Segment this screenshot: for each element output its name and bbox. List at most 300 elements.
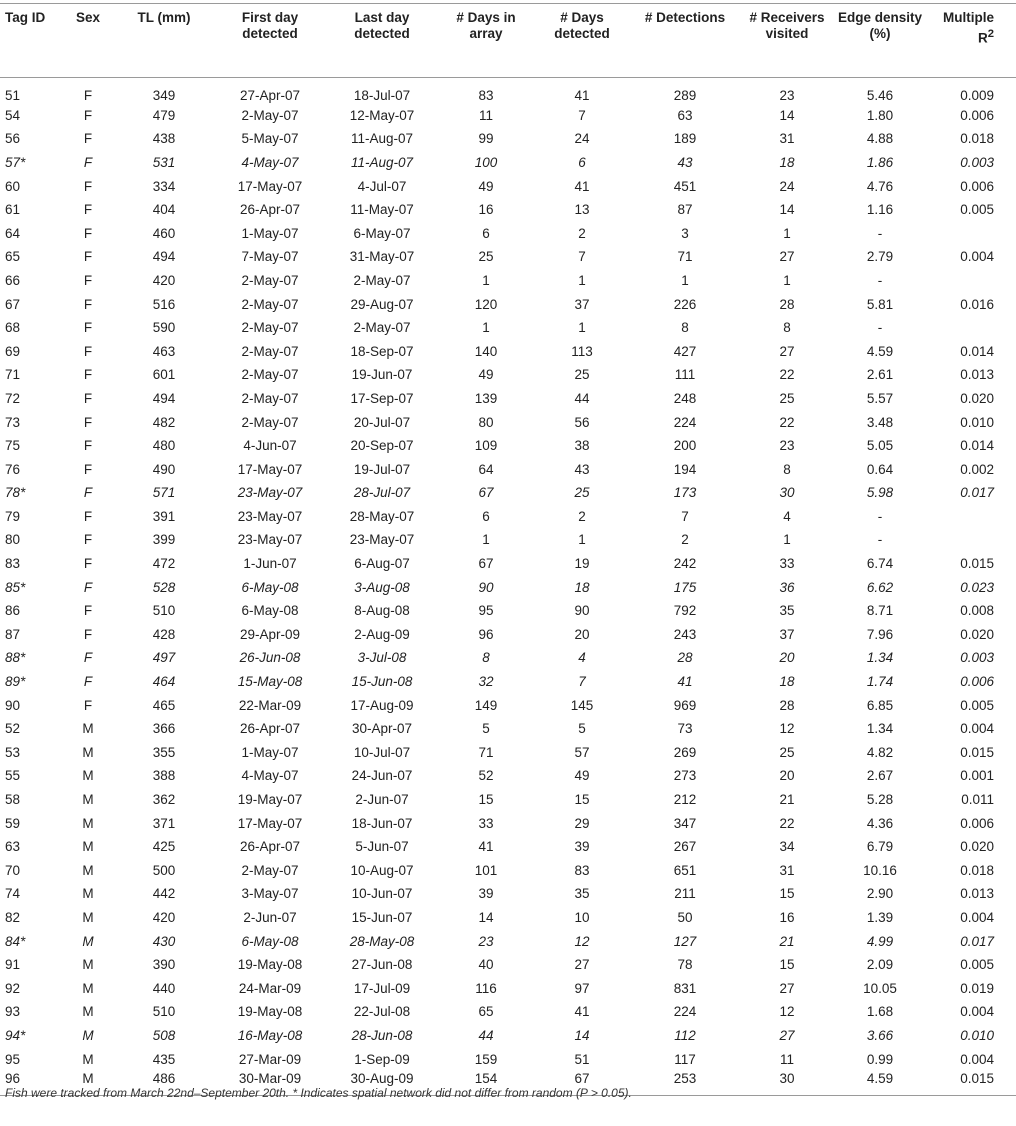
cell-sex: F (83, 202, 93, 218)
table-row (0, 576, 1016, 600)
cell-edge-density: 5.05 (866, 438, 894, 454)
cell-sex: F (83, 390, 93, 406)
cell-days-in-array: 6 (482, 225, 490, 241)
cell-days-detected: 113 (571, 343, 593, 359)
cell-receivers-visited: 1 (783, 272, 791, 288)
cell-receivers-visited: 20 (779, 768, 795, 784)
cell-sex: F (83, 626, 93, 642)
cell-detections: 127 (673, 933, 697, 949)
cell-detections: 427 (673, 343, 697, 359)
table-row (0, 269, 1016, 293)
cell-tl: 460 (152, 225, 176, 241)
cell-tl: 391 (152, 508, 176, 524)
cell-days-detected: 41 (574, 178, 590, 194)
cell-receivers-visited: 21 (779, 792, 795, 808)
cell-detections: 2 (681, 532, 689, 548)
cell-days-detected: 83 (574, 862, 590, 878)
cell-first-day: 5-May-07 (241, 131, 299, 147)
cell-detections: 28 (677, 650, 693, 666)
cell-detections: 7 (681, 508, 689, 524)
cell-first-day: 15-May-08 (237, 674, 303, 690)
cell-tl: 486 (152, 1071, 176, 1087)
cell-tl: 390 (152, 957, 176, 973)
cell-days-in-array: 90 (478, 579, 494, 595)
cell-last-day: 6-May-07 (353, 225, 411, 241)
cell-sex: F (83, 249, 93, 265)
cell-tag-id: 54 (5, 107, 21, 123)
cell-sex: M (82, 768, 94, 784)
table-row (0, 411, 1016, 435)
table-row (0, 599, 1016, 623)
cell-edge-density: 5.46 (866, 88, 894, 103)
cell-multiple-r2: 0.015 (960, 1071, 994, 1087)
cell-multiple-r2: 0.020 (960, 839, 994, 855)
cell-receivers-visited: 18 (779, 154, 795, 170)
header-days-in-array: # Days in array (438, 4, 534, 78)
cell-days-in-array: 16 (478, 202, 494, 218)
cell-receivers-visited: 12 (779, 1004, 795, 1020)
cell-detections: 43 (677, 154, 693, 170)
cell-detections: 451 (673, 178, 697, 194)
cell-edge-density: 6.85 (866, 697, 894, 713)
cell-edge-density: 4.99 (866, 933, 894, 949)
cell-detections: 651 (673, 862, 697, 878)
cell-tl: 440 (152, 980, 176, 996)
cell-first-day: 29-Apr-09 (239, 626, 301, 642)
cell-sex: F (83, 438, 93, 454)
cell-tag-id: 69 (5, 343, 21, 359)
cell-receivers-visited: 31 (779, 862, 795, 878)
cell-tl: 516 (152, 296, 176, 312)
cell-sex: F (83, 414, 93, 430)
table-row (0, 246, 1016, 270)
cell-multiple-r2: 0.006 (960, 107, 994, 123)
cell-days-detected: 25 (574, 485, 590, 501)
table-header (0, 4, 1016, 78)
cell-tl: 442 (152, 886, 176, 902)
cell-multiple-r2: 0.020 (960, 390, 994, 406)
cell-days-detected: 67 (574, 1071, 590, 1087)
cell-days-detected: 12 (574, 933, 590, 949)
cell-detections: 175 (673, 579, 697, 595)
cell-tag-id: 72 (5, 390, 21, 406)
cell-receivers-visited: 16 (779, 909, 795, 925)
cell-tag-id: 66 (5, 272, 21, 288)
cell-detections: 63 (677, 107, 693, 123)
cell-tag-id: 82 (5, 909, 21, 925)
cell-days-in-array: 49 (478, 367, 494, 383)
cell-detections: 224 (673, 414, 697, 430)
cell-first-day: 26-Jun-08 (239, 650, 301, 666)
cell-tag-id: 80 (5, 532, 21, 548)
cell-sex: F (83, 225, 93, 241)
cell-detections: 267 (673, 839, 697, 855)
cell-multiple-r2: 0.004 (960, 249, 994, 265)
cell-multiple-r2: 0.003 (960, 154, 994, 170)
cell-days-in-array: 139 (474, 390, 498, 406)
cell-days-in-array: 149 (474, 697, 498, 713)
cell-edge-density: 5.57 (866, 390, 894, 406)
cell-multiple-r2: 0.023 (960, 579, 994, 595)
cell-sex: M (82, 1051, 94, 1067)
cell-days-detected: 14 (574, 1027, 590, 1043)
cell-last-day: 28-Jun-08 (351, 1027, 413, 1043)
cell-days-in-array: 99 (478, 131, 494, 147)
cell-tag-id: 76 (5, 461, 21, 477)
cell-sex: F (83, 154, 93, 170)
cell-edge-density: - (877, 532, 883, 548)
cell-first-day: 3-May-07 (241, 886, 299, 902)
cell-detections: 8 (681, 320, 689, 336)
cell-first-day: 17-May-07 (237, 461, 303, 477)
cell-edge-density: 2.09 (866, 957, 894, 973)
cell-multiple-r2: 0.016 (960, 296, 994, 312)
cell-tl: 371 (152, 815, 176, 831)
cell-tag-id: 90 (5, 697, 21, 713)
cell-receivers-visited: 27 (779, 343, 795, 359)
cell-first-day: 2-May-07 (241, 414, 299, 430)
cell-multiple-r2: 0.005 (960, 957, 994, 973)
cell-days-in-array: 1 (482, 272, 490, 288)
cell-tag-id: 75 (5, 438, 21, 454)
cell-edge-density: 1.39 (866, 909, 894, 925)
header-sex: Sex (62, 4, 114, 78)
cell-receivers-visited: 37 (779, 626, 795, 642)
cell-sex: F (83, 320, 93, 336)
cell-multiple-r2: 0.002 (960, 461, 994, 477)
cell-last-day: 17-Jul-09 (353, 980, 411, 996)
cell-receivers-visited: 12 (779, 721, 795, 737)
cell-detections: 831 (673, 980, 697, 996)
cell-detections: 111 (674, 367, 696, 383)
table-row (0, 1001, 1016, 1025)
cell-tag-id: 64 (5, 225, 21, 241)
cell-receivers-visited: 34 (779, 839, 795, 855)
cell-first-day: 2-May-07 (241, 107, 299, 123)
cell-tl: 490 (152, 461, 176, 477)
cell-edge-density: - (877, 320, 883, 336)
cell-days-detected: 2 (578, 508, 586, 524)
cell-days-detected: 57 (574, 744, 590, 760)
cell-detections: 289 (673, 88, 697, 103)
cell-last-day: 11-Aug-07 (350, 154, 414, 170)
cell-receivers-visited: 14 (779, 107, 795, 123)
cell-first-day: 2-May-07 (241, 862, 299, 878)
cell-edge-density: 6.74 (866, 556, 894, 572)
table-row (0, 293, 1016, 317)
cell-edge-density: 1.16 (866, 202, 894, 218)
cell-days-in-array: 67 (478, 485, 494, 501)
cell-tl: 465 (152, 697, 176, 713)
cell-detections: 347 (673, 815, 697, 831)
cell-tl: 472 (152, 556, 176, 572)
cell-tag-id: 86 (5, 603, 21, 619)
cell-tl: 362 (152, 792, 176, 808)
cell-detections: 194 (673, 461, 697, 477)
cell-days-in-array: 52 (478, 768, 494, 784)
cell-last-day: 12-May-07 (349, 107, 415, 123)
cell-edge-density: 2.61 (866, 367, 894, 383)
cell-detections: 792 (673, 603, 697, 619)
header-detections: # Detections (630, 4, 740, 78)
cell-tag-id: 93 (5, 1004, 21, 1020)
cell-last-day: 3-Aug-08 (354, 579, 410, 595)
table-row (0, 694, 1016, 718)
cell-sex: M (82, 815, 94, 831)
cell-multiple-r2: 0.004 (960, 909, 994, 925)
cell-multiple-r2: 0.013 (960, 886, 994, 902)
cell-first-day: 2-May-07 (241, 390, 299, 406)
cell-tag-id: 58 (5, 792, 21, 808)
cell-edge-density: 4.36 (866, 815, 894, 831)
cell-receivers-visited: 22 (779, 367, 795, 383)
cell-edge-density: 10.16 (863, 862, 897, 878)
cell-receivers-visited: 11 (779, 1051, 794, 1067)
cell-tl: 494 (152, 249, 176, 265)
cell-detections: 41 (677, 674, 693, 690)
table-row (0, 458, 1016, 482)
cell-tag-id: 83 (5, 556, 21, 572)
cell-days-detected: 20 (574, 626, 590, 642)
table-body (0, 78, 1016, 1096)
cell-multiple-r2 (926, 529, 1016, 553)
cell-multiple-r2: 0.017 (960, 485, 994, 501)
cell-multiple-r2: 0.006 (960, 178, 994, 194)
cell-days-detected: 24 (574, 131, 590, 147)
cell-days-detected: 7 (578, 674, 586, 690)
cell-tl: 399 (152, 532, 176, 548)
table-row (0, 198, 1016, 222)
cell-detections: 200 (673, 438, 697, 454)
cell-receivers-visited: 20 (779, 650, 795, 666)
cell-last-day: 3-Jul-08 (357, 650, 407, 666)
cell-detections: 1 (681, 272, 689, 288)
cell-receivers-visited: 8 (783, 320, 791, 336)
cell-sex: F (83, 508, 93, 524)
cell-multiple-r2: 0.004 (960, 1004, 994, 1020)
cell-tl: 571 (152, 485, 176, 501)
cell-last-day: 10-Aug-07 (350, 862, 414, 878)
cell-tag-id: 79 (5, 508, 21, 524)
cell-sex: M (82, 980, 94, 996)
cell-sex: F (83, 461, 93, 477)
cell-sex: M (82, 1027, 94, 1043)
cell-multiple-r2: 0.008 (960, 603, 994, 619)
cell-receivers-visited: 27 (779, 980, 795, 996)
cell-sex: M (82, 721, 94, 737)
cell-tag-id: 52 (5, 721, 21, 737)
cell-sex: F (83, 131, 93, 147)
cell-days-in-array: 6 (482, 508, 490, 524)
cell-sex: M (82, 886, 94, 902)
cell-days-in-array: 1 (482, 532, 490, 548)
cell-edge-density: 1.34 (866, 650, 894, 666)
cell-multiple-r2: 0.010 (960, 1027, 994, 1043)
cell-days-in-array: 41 (478, 839, 494, 855)
cell-sex: F (83, 650, 93, 666)
cell-tl: 479 (152, 107, 176, 123)
cell-multiple-r2: 0.009 (960, 88, 994, 103)
table-row (0, 953, 1016, 977)
cell-days-in-array: 5 (482, 721, 490, 737)
cell-last-day: 17-Aug-09 (350, 697, 414, 713)
cell-detections: 969 (673, 697, 697, 713)
cell-days-detected: 15 (574, 792, 590, 808)
cell-days-in-array: 96 (478, 626, 494, 642)
cell-edge-density: - (877, 225, 883, 241)
cell-last-day: 28-May-07 (349, 508, 415, 524)
cell-tag-id: 78* (5, 485, 26, 501)
cell-last-day: 15-Jun-08 (351, 674, 413, 690)
cell-first-day: 4-May-07 (241, 154, 299, 170)
cell-multiple-r2: 0.010 (960, 414, 994, 430)
cell-receivers-visited: 23 (779, 88, 795, 103)
cell-first-day: 2-May-07 (241, 320, 299, 336)
cell-edge-density: 0.99 (866, 1051, 894, 1067)
cell-tag-id: 56 (5, 131, 21, 147)
cell-sex: F (83, 343, 93, 359)
table-row (0, 883, 1016, 907)
cell-days-in-array: 140 (474, 343, 498, 359)
cell-days-in-array: 71 (478, 744, 494, 760)
cell-tag-id: 68 (5, 320, 21, 336)
cell-tag-id: 63 (5, 839, 21, 855)
table-row (0, 765, 1016, 789)
table-row (0, 977, 1016, 1001)
cell-last-day: 23-May-07 (349, 532, 415, 548)
cell-first-day: 7-May-07 (241, 249, 299, 265)
cell-days-detected: 145 (570, 697, 594, 713)
cell-receivers-visited: 28 (779, 697, 795, 713)
cell-days-detected: 51 (574, 1051, 590, 1067)
header-tag-id: Tag ID (0, 4, 62, 78)
cell-receivers-visited: 21 (779, 933, 795, 949)
cell-tl: 510 (152, 1004, 176, 1020)
table-row (0, 387, 1016, 411)
cell-receivers-visited: 15 (779, 957, 795, 973)
cell-days-in-array: 109 (474, 438, 498, 454)
cell-tl: 528 (152, 579, 176, 595)
fish-tracking-table (0, 3, 1016, 1096)
cell-sex: M (82, 1071, 94, 1087)
cell-tag-id: 70 (5, 862, 21, 878)
cell-multiple-r2: 0.019 (960, 980, 994, 996)
cell-days-in-array: 116 (475, 980, 497, 996)
cell-first-day: 17-May-07 (237, 178, 303, 194)
cell-days-in-array: 100 (474, 154, 498, 170)
cell-edge-density: 4.76 (866, 178, 894, 194)
cell-detections: 3 (681, 225, 689, 241)
table-row (0, 434, 1016, 458)
cell-multiple-r2: 0.015 (960, 744, 994, 760)
cell-tag-id: 60 (5, 178, 21, 194)
cell-last-day: 6-Aug-07 (354, 556, 410, 572)
cell-tl: 334 (152, 178, 176, 194)
cell-receivers-visited: 25 (779, 744, 795, 760)
table-row (0, 151, 1016, 175)
cell-days-detected: 97 (574, 980, 590, 996)
header-row (0, 4, 1016, 78)
cell-multiple-r2: 0.005 (960, 202, 994, 218)
cell-days-in-array: 14 (478, 909, 494, 925)
cell-last-day: 30-Apr-07 (351, 721, 413, 737)
cell-last-day: 2-Jun-07 (355, 792, 409, 808)
cell-days-detected: 44 (574, 390, 590, 406)
cell-detections: 226 (673, 296, 697, 312)
cell-first-day: 6-May-08 (241, 933, 299, 949)
cell-tag-id: 55 (5, 768, 21, 784)
table-row (0, 741, 1016, 765)
cell-days-detected: 41 (574, 1004, 590, 1020)
cell-receivers-visited: 22 (779, 414, 795, 430)
cell-tl: 482 (152, 414, 176, 430)
cell-last-day: 31-May-07 (349, 249, 415, 265)
cell-first-day: 26-Apr-07 (239, 721, 301, 737)
cell-first-day: 16-May-08 (237, 1027, 303, 1043)
cell-last-day: 20-Jul-07 (353, 414, 411, 430)
cell-first-day: 1-May-07 (241, 225, 299, 241)
cell-edge-density: 6.62 (866, 579, 894, 595)
cell-first-day: 6-May-08 (241, 579, 299, 595)
cell-sex: F (83, 579, 93, 595)
cell-days-detected: 4 (578, 650, 586, 666)
cell-tag-id: 59 (5, 815, 21, 831)
cell-first-day: 2-May-07 (241, 343, 299, 359)
cell-sex: F (83, 107, 93, 123)
cell-multiple-r2: 0.003 (960, 650, 994, 666)
cell-last-day: 1-Sep-09 (354, 1051, 410, 1067)
cell-sex: F (83, 674, 93, 690)
cell-days-in-array: 11 (478, 107, 493, 123)
table-row (0, 906, 1016, 930)
cell-detections: 211 (674, 886, 696, 902)
cell-tl: 404 (152, 202, 176, 218)
cell-edge-density: 4.88 (866, 131, 894, 147)
cell-detections: 242 (673, 556, 697, 572)
cell-receivers-visited: 33 (779, 556, 795, 572)
cell-first-day: 19-May-08 (237, 957, 303, 973)
cell-last-day: 8-Aug-08 (354, 603, 410, 619)
table-row (0, 128, 1016, 152)
cell-detections: 73 (677, 721, 693, 737)
cell-edge-density: 5.98 (866, 485, 894, 501)
cell-last-day: 28-Jul-07 (353, 485, 411, 501)
cell-receivers-visited: 36 (779, 579, 795, 595)
cell-tl: 388 (152, 768, 176, 784)
cell-multiple-r2: 0.004 (960, 1051, 994, 1067)
cell-multiple-r2: 0.017 (960, 933, 994, 949)
table-row (0, 529, 1016, 553)
cell-tag-id: 91 (5, 957, 21, 973)
cell-receivers-visited: 30 (779, 1071, 795, 1087)
cell-tl: 349 (152, 88, 176, 103)
cell-last-day: 10-Jul-07 (353, 744, 411, 760)
cell-sex: M (82, 933, 94, 949)
cell-tag-id: 74 (5, 886, 21, 902)
table-row (0, 364, 1016, 388)
cell-receivers-visited: 30 (779, 485, 795, 501)
cell-tl: 510 (152, 603, 176, 619)
cell-multiple-r2: 0.018 (960, 131, 994, 147)
header-edge-density: Edge density (%) (834, 4, 926, 78)
table-row (0, 623, 1016, 647)
cell-days-in-array: 159 (474, 1051, 498, 1067)
cell-first-day: 2-May-07 (241, 367, 299, 383)
cell-tl: 508 (152, 1027, 176, 1043)
cell-multiple-r2 (926, 316, 1016, 340)
cell-first-day: 27-Apr-07 (239, 88, 301, 103)
cell-days-detected: 10 (574, 909, 590, 925)
